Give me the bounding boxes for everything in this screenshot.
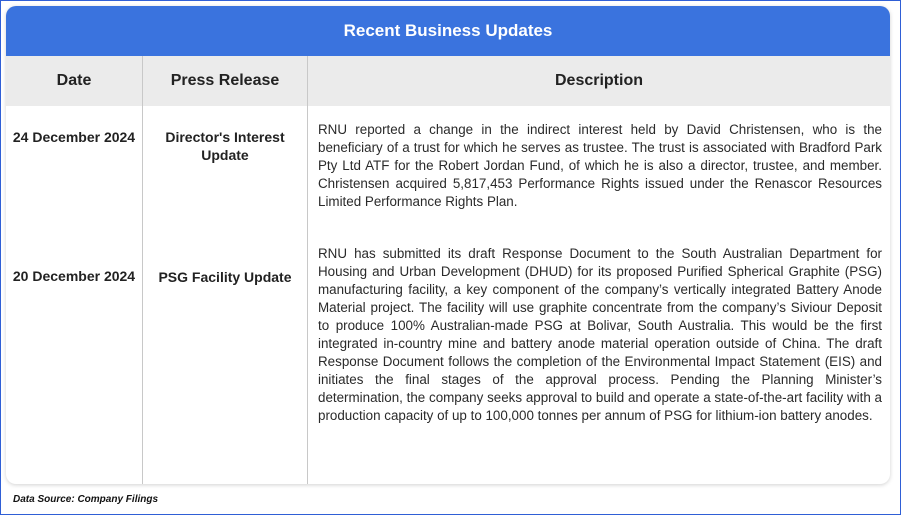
- table-header-row: [6, 56, 890, 106]
- row-1-press-release: Director's Interest Update: [165, 129, 285, 163]
- row-2-date: 20 December 2024: [12, 268, 136, 284]
- header-description: Description: [307, 56, 890, 106]
- table-body: [6, 106, 890, 484]
- header-press-release: Press Release: [142, 56, 307, 106]
- row-2-press-release: PSG Facility Update: [158, 269, 292, 285]
- press-release-column: [142, 106, 307, 484]
- data-source-note: Data Source: Company Filings: [13, 494, 159, 505]
- row-2-description: RNU has submitted its draft Response Document to the South Australian Department for Housing and Urban Development (DHUD) for its proposed Purified Spherical Graphite (PSG) manufacturing facility, a key component of the company’s vertically integrated Battery Anode Material project. The facility will use graphite concentrate from the company’s Siviour Deposit to produce 100% Australian-made PSG at Bolivar, South Australia. This would be the first integrated in-country mine and battery anode material operation outside of China. The draft Response Document follows the completion of the Environmental Impact Statement (EIS) and initiates the final stages of the approval process. Pending the Planning Minister’s determination, the company seeks approval to build and operate a state-of-the-art facility with a production capacity of up to 100,000 tonnes per annum of PSG for lithium-ion battery anodes.: [318, 246, 882, 423]
- header-date: Date: [56, 72, 92, 89]
- business-updates-table: [6, 6, 890, 484]
- row-1-date: 24 December 2024: [12, 129, 136, 145]
- description-column: [307, 106, 890, 484]
- table-title: Recent Business Updates: [6, 6, 890, 56]
- row-1-description: RNU reported a change in the indirect interest held by David Christensen, who is the beneficiary of a trust for which he serves as trustee. The trust is associated with Bradford Park Pty Ltd ATF for the Robert Jordan Fund, of which he is also a director, trustee, and member. Christensen acquired 5,817,453 Performance Rights issued under the Renascor Resources Limited Performance Rights Plan.: [318, 122, 882, 209]
- date-column: [6, 106, 142, 484]
